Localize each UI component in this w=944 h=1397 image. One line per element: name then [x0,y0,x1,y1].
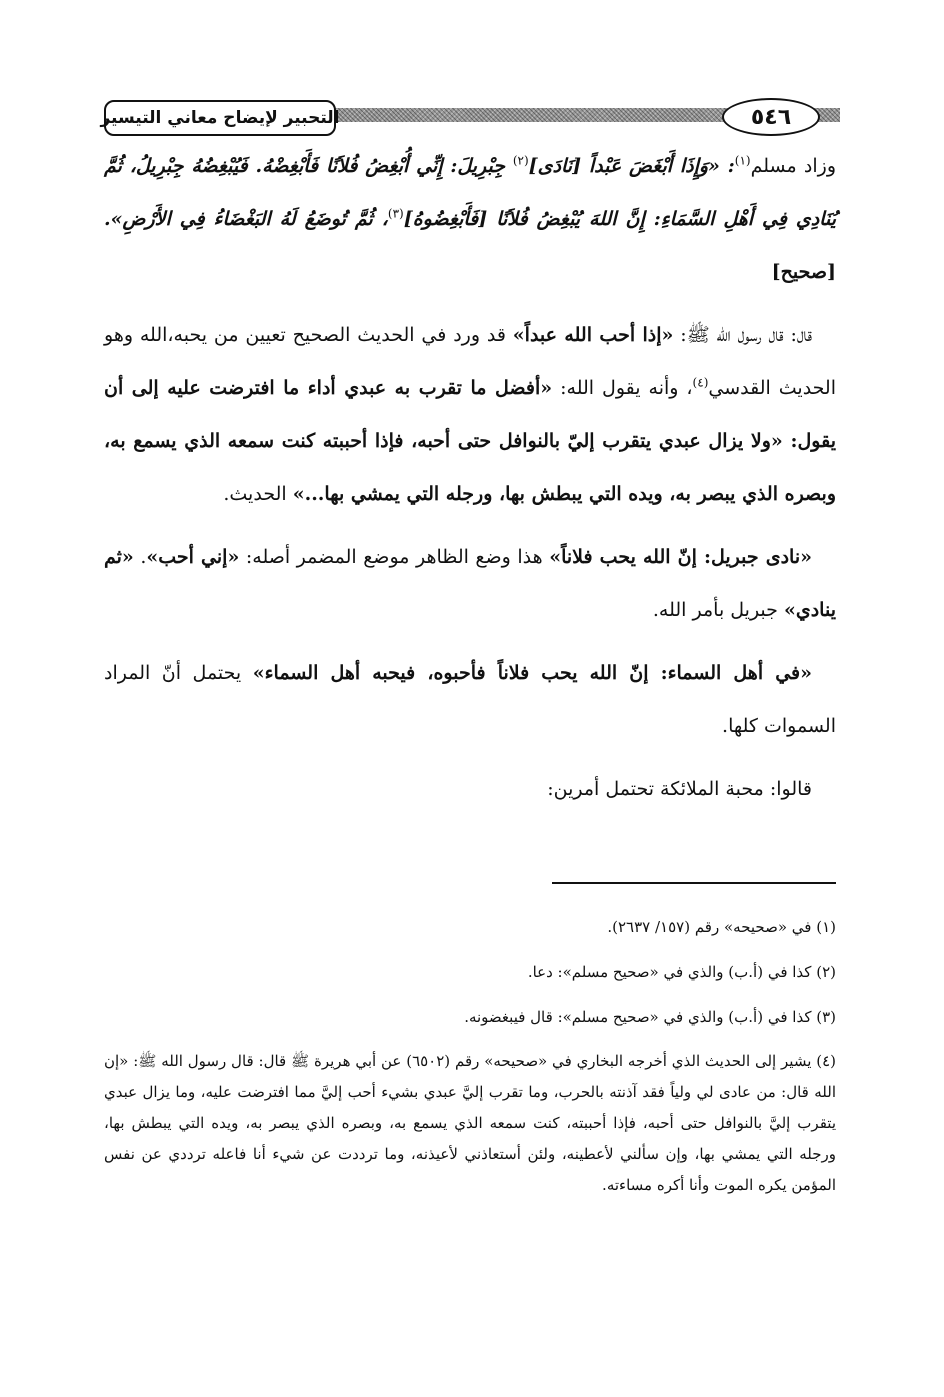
footnote-ref: (٣) [387,206,404,221]
footnotes [104,910,836,1201]
text-span: الحديث. [223,483,293,505]
main-text [104,140,836,816]
hadith-quote: «نادى جبريل: إنّ الله يحب فلاناً» [549,546,812,568]
hadith-quote: «إني أحب» [146,546,240,568]
page-number: ٥٤٦ [722,98,820,136]
text-span: هذا وضع الظاهر موضع المضمر أصله: [239,546,550,568]
hadith-quote: «في أهل السماء: إنّ الله يحب فلاناً فأحبوه، فيحبه أهل السماء» [252,662,812,684]
footnote-3: (٣) كذا في (أ.ب) والذي في «صحيح مسلم»: قال فيبغضونه. [464,1008,836,1026]
text-span: وزاد مسلم [750,155,837,177]
hadith-quote: «ثم ينادي» [104,546,836,621]
text-span: قد ورد في الحديث الصحيح تعيين من يحبه،الله وهو الحديث القدسي [104,324,837,399]
footnote-ref: (٢) [512,153,529,168]
hadith-quote: : «وَإِذَا أَبْغَضَ عَبْداً [نَادَى] [528,155,735,177]
footnote-separator [552,882,836,884]
grading-label: [صحيح] [771,261,836,283]
text-span: . [133,546,147,568]
book-title: التحبير لإيضاح معاني التيسير [104,100,336,136]
paragraph-commentary-3 [104,647,836,753]
text-span: يحتمل أنّ المراد السموات كلها. [104,662,836,737]
hadith-quote: جِبْرِيلَ: إِنِّي أُبْغِضُ فُلاَنًا فَأَبْغِضْهُ. فَيُبْغِضُهُ جِبْرِيلُ، ثُمَّ يُنَادِي فِي أَهْلِ السَّمَاءِ: إِنَّ اللهَ يُبْغِضُ فُلاَنًا [فَأَبْغِضُوهُ] [104,155,836,230]
paragraph-commentary-4: قالوا: محبة الملائكة تحتمل أمرين: [547,778,812,800]
footnote-2: (٢) كذا في (أ.ب) والذي في «صحيح مسلم»: دعا. [527,963,836,981]
text-span: ، وأنه يقول الله: [552,377,693,399]
paragraph-commentary-1 [104,309,836,521]
paragraph-muslim-addition [104,140,836,299]
hadith-quote: «أفضل ما تقرب به عبدي أداء ما افترضت عليه إلى أن يقول: «ولا يزال عبدي يتقرب إليّ بالنوافل حتى أحبه، فإذا أحببته كنت سمعه الذي يسمع به، وبصره الذي يبصر به، ويده التي يبطش بها، ورجله التي يمشي بها...» [104,377,836,505]
footnote-1: (١) في «صحيحه» رقم (١٥٧/ ٢٦٣٧). [607,918,836,936]
text-span: قال: قال رسول الله ﷺ: [673,324,812,346]
paragraph-commentary-2 [104,531,836,637]
footnote-ref: (١) [734,153,751,168]
running-header [100,96,840,140]
hadith-quote: «إذا أحب الله عبداً» [512,324,674,346]
footnote-4: (٤) يشير إلى الحديث الذي أخرجه البخاري في «صحيحه» رقم (٦٥٠٢) عن أبي هريرة ﷺ قال: قال رسول الله ﷺ: «إن الله قال: من عادى لي ولياً فقد آذنته بالحرب، وما تقرب إليَّ عبدي بشيء أحب إليَّ مما افترضت عليه، وما يزال عبدي يتقرب إليَّ بالنوافل حتى أحبه، فإذا أحببته، كنت سمعه الذي يسمع به، وبصره الذي يبصر به، ويده التي يبطش بها، ورجله التي يمشي بها، وإن سألني لأعطينه، ولئن أستعاذني لأعيذنه، وما ترددت عن شيء أنا فاعله ترددي عن نفس المؤمن يكره الموت وأنا أكره مساءته. [104,1052,836,1194]
text-span: جبريل بأمر الله. [652,599,784,621]
footnote-ref: (٤) [692,375,709,390]
hadith-quote: ، ثُمَّ تُوضَعُ لَهُ البَغْضَاءُ فِي الأَرْضِ». [104,208,388,230]
